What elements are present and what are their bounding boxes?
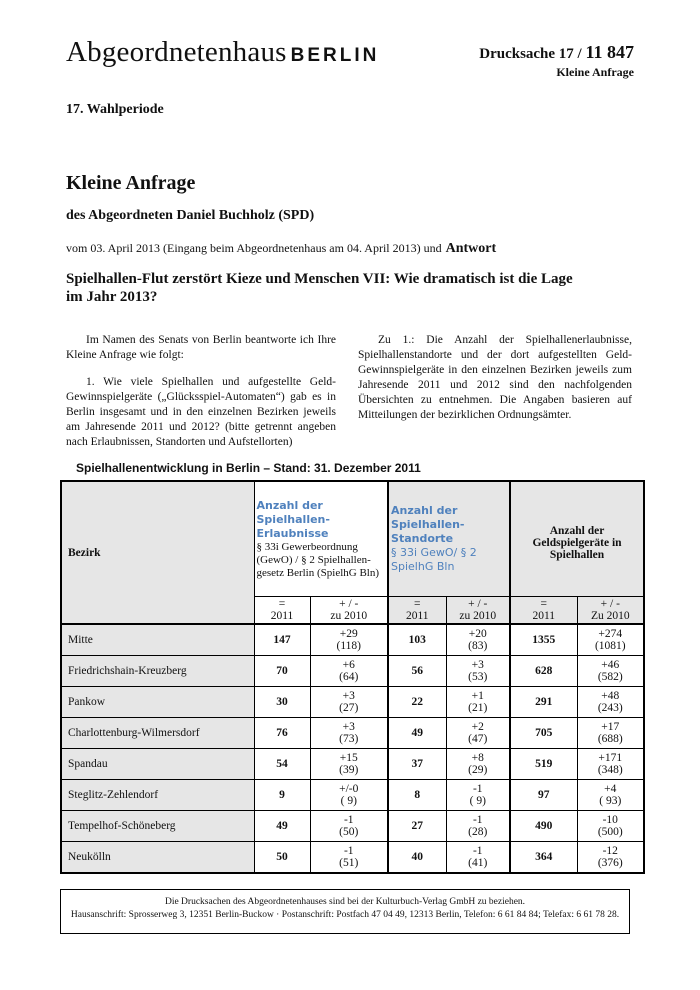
answer-label: Antwort [445,241,497,256]
sub-geraete-change: + / - Zu 2010 [577,597,644,625]
document-author: des Abgeordneten Daniel Buchholz (SPD) [66,208,315,223]
date-text: vom 03. April 2013 (Eingang beim Abgeordnetenhaus am 04. April 2013) und [66,241,442,255]
cell-geraete: 291 [510,687,577,718]
cell-erlaubnisse-change: +/-0 ( 9) [310,780,388,811]
cell-bezirk: Tempelhof-Schöneberg [61,811,254,842]
legislative-period: 17. Wahlperiode [66,102,164,117]
right-column [358,333,632,435]
header-standorte-note: § 33i GewO/ § 2 SpielhG Bln [391,546,477,573]
sub-erlaubnisse-change: + / - zu 2010 [310,597,388,625]
document-title: Kleine Anfrage [66,172,196,194]
cell-geraete: 705 [510,718,577,749]
cell-erlaubnisse-change: -1 (50) [310,811,388,842]
cell-standorte: 27 [388,811,446,842]
drucksache-number [479,42,634,63]
cell-geraete-change: +48 (243) [577,687,644,718]
date-line [66,241,496,257]
footer-line-1: Die Drucksachen des Abgeordnetenhauses sind bei der Kulturbuch-Verlag GmbH zu beziehen. [164,897,526,907]
table-row [61,842,644,874]
drucksache-value: 11 847 [585,42,634,62]
cell-standorte-change: +3 (53) [446,656,510,687]
cell-standorte: 103 [388,624,446,656]
table-body [61,624,644,873]
header-geraete: Anzahl der Geldspielgeräte in Spielhallen [510,481,644,597]
header-erlaubnisse-title: Anzahl der Spielhallen-Erlaubnisse [256,498,330,540]
cell-standorte-change: +1 (21) [446,687,510,718]
intro-paragraph: Im Namen des Senats von Berlin beantworte ich Ihre Kleine Anfrage wie folgt: [66,334,336,361]
cell-erlaubnisse-change: +6 (64) [310,656,388,687]
cell-geraete-change: -12 (376) [577,842,644,874]
header-standorte-title: Anzahl der Spielhallen-Standorte [391,504,465,545]
cell-standorte-change: +8 (29) [446,749,510,780]
cell-erlaubnisse: 50 [254,842,310,874]
cell-geraete-change: +17 (688) [577,718,644,749]
cell-standorte-change: +2 (47) [446,718,510,749]
left-column [66,333,336,462]
cell-erlaubnisse: 54 [254,749,310,780]
statistics-table [60,480,645,874]
header-bezirk: Bezirk [61,481,254,624]
header-erlaubnisse [254,481,388,597]
cell-geraete: 490 [510,811,577,842]
cell-standorte: 49 [388,718,446,749]
cell-erlaubnisse-change: -1 (51) [310,842,388,874]
footer-box [60,889,630,934]
table-row [61,749,644,780]
cell-geraete: 1355 [510,624,577,656]
cell-standorte: 37 [388,749,446,780]
cell-erlaubnisse: 9 [254,780,310,811]
cell-geraete-change: +46 (582) [577,656,644,687]
cell-standorte-change: +20 (83) [446,624,510,656]
cell-standorte: 22 [388,687,446,718]
document-subject: Spielhallen-Flut zerstört Kieze und Menschen VII: Wie dramatisch ist die Lage im Jahr 2013? [66,271,573,305]
table-caption: Spielhallenentwicklung in Berlin – Stand: 31. Dezember 2011 [76,461,421,475]
cell-geraete-change: +171 (348) [577,749,644,780]
cell-standorte-change: -1 (41) [446,842,510,874]
cell-bezirk: Mitte [61,624,254,656]
table-row [61,780,644,811]
drucksache-label: Drucksache 17 / [479,46,582,62]
answer-paragraph: Zu 1.: Die Anzahl der Spielhallenerlaubnisse, Spielhallenstandorte und der dort aufgestellten Geld-Gewinnspielgeräte in den einzelnen Bezirken jeweils zum Jahresende 2011 und 2012 sind den nachfolgenden Übersichten zu entnehmen. Die Angaben basieren auf Mitteilungen der bezirklichen Ordnungsämter. [358,334,632,421]
cell-erlaubnisse-change: +29 (118) [310,624,388,656]
cell-erlaubnisse-change: +3 (27) [310,687,388,718]
cell-bezirk: Steglitz-Zehlendorf [61,780,254,811]
table-row [61,811,644,842]
cell-bezirk: Pankow [61,687,254,718]
cell-erlaubnisse-change: +15 (39) [310,749,388,780]
sub-standorte-year: = 2011 [388,597,446,625]
cell-bezirk: Charlottenburg-Wilmersdorf [61,718,254,749]
cell-geraete: 519 [510,749,577,780]
cell-geraete-change: -10 (500) [577,811,644,842]
document-kind: Kleine Anfrage [556,65,634,79]
cell-erlaubnisse: 76 [254,718,310,749]
table-row [61,624,644,656]
footer-line-2: Hausanschrift: Sprosserweg 3, 12351 Berlin-Buckow · Postanschrift: Postfach 47 04 49, 12313 Berlin, Telefon: 6 61 84 84; Telefax: 6 61 78 28. [70,910,620,920]
question-paragraph: 1. Wie viele Spielhallen und aufgestellte Geld-Gewinnspielgeräte („Glücksspiel-Automaten“) gab es in Berlin insgesamt und in den einzelnen Bezirken jeweils am Jahresende 2011 und 2012? (bitte getrennt angeben nach Erlaubnissen, Standorten und Aufstellorten) [66,376,336,448]
table-row [61,718,644,749]
cell-bezirk: Neukölln [61,842,254,874]
cell-standorte-change: -1 (28) [446,811,510,842]
cell-geraete: 364 [510,842,577,874]
cell-erlaubnisse: 49 [254,811,310,842]
cell-erlaubnisse: 70 [254,656,310,687]
cell-standorte-change: -1 ( 9) [446,780,510,811]
cell-erlaubnisse: 30 [254,687,310,718]
cell-standorte: 8 [388,780,446,811]
cell-geraete: 97 [510,780,577,811]
cell-geraete: 628 [510,656,577,687]
header-standorte [388,481,510,597]
cell-geraete-change: +4 ( 93) [577,780,644,811]
table-row [61,656,644,687]
cell-bezirk: Friedrichshain-Kreuzberg [61,656,254,687]
cell-geraete-change: +274 (1081) [577,624,644,656]
logo-main-text: Abgeordnetenhaus [66,36,287,68]
cell-standorte: 40 [388,842,446,874]
cell-erlaubnisse: 147 [254,624,310,656]
sub-standorte-change: + / - zu 2010 [446,597,510,625]
logo-city-text: BERLIN [290,45,380,66]
sub-geraete-year: = 2011 [510,597,577,625]
table-row [61,687,644,718]
cell-standorte: 56 [388,656,446,687]
header-erlaubnisse-note: § 33i Gewerbeordnung (GewO) / § 2 Spielhallen-gesetz Berlin (SpielhG Bln) [256,540,380,579]
cell-erlaubnisse-change: +3 (73) [310,718,388,749]
parliament-logo [66,36,379,69]
sub-erlaubnisse-year: = 2011 [254,597,310,625]
cell-bezirk: Spandau [61,749,254,780]
